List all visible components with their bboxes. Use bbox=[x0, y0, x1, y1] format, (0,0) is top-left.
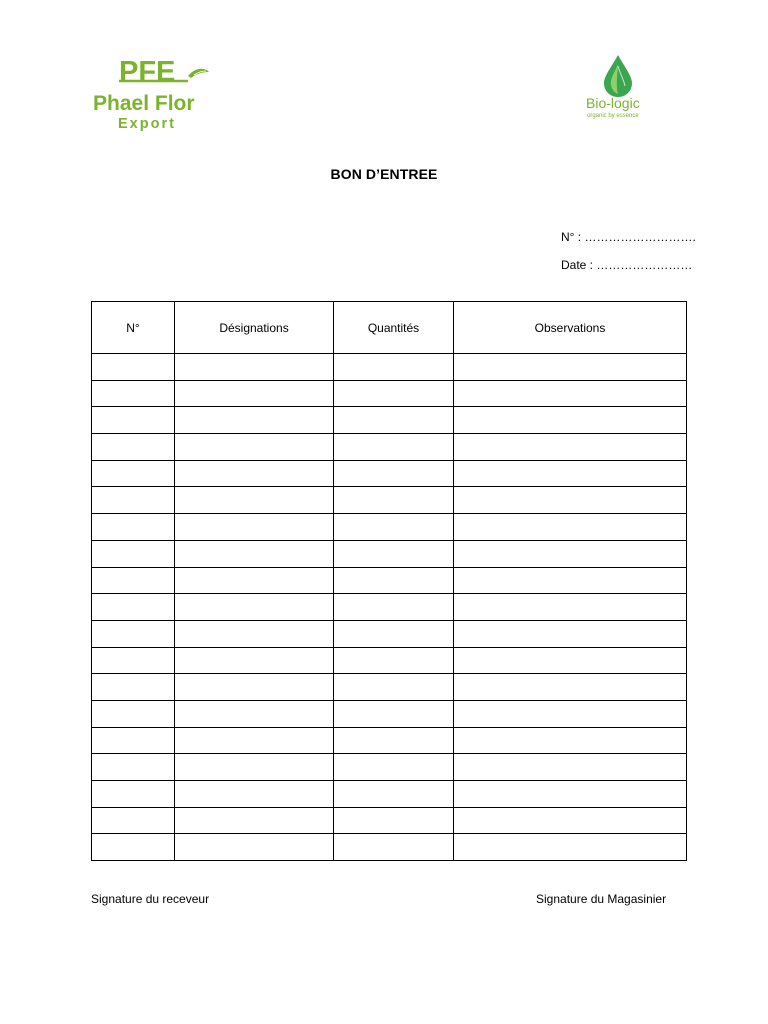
table-cell-observation[interactable] bbox=[454, 540, 687, 567]
table-cell-observation[interactable] bbox=[454, 647, 687, 674]
logo-name-line2: Export bbox=[118, 116, 176, 132]
table-row bbox=[92, 807, 687, 834]
receiver-signature-label: Signature du receveur bbox=[91, 892, 210, 906]
table-row bbox=[92, 674, 687, 701]
table-body bbox=[92, 354, 687, 861]
table-cell-designation[interactable] bbox=[175, 807, 334, 834]
table-row bbox=[92, 727, 687, 754]
table-cell-quantity[interactable] bbox=[334, 620, 454, 647]
table-cell-quantity[interactable] bbox=[334, 781, 454, 808]
table-cell-quantity[interactable] bbox=[334, 380, 454, 407]
table-cell-number[interactable] bbox=[92, 540, 175, 567]
table-cell-number[interactable] bbox=[92, 354, 175, 381]
bio-logic-logo-graphic bbox=[582, 50, 668, 126]
table-cell-quantity[interactable] bbox=[334, 807, 454, 834]
table-cell-quantity[interactable] bbox=[334, 674, 454, 701]
table-cell-quantity[interactable] bbox=[334, 834, 454, 861]
table-cell-observation[interactable] bbox=[454, 594, 687, 621]
table-cell-designation[interactable] bbox=[175, 647, 334, 674]
table-cell-designation[interactable] bbox=[175, 434, 334, 461]
table-row bbox=[92, 754, 687, 781]
table-cell-observation[interactable] bbox=[454, 460, 687, 487]
logo-name-line1: Phael Flor bbox=[93, 92, 195, 115]
table-cell-number[interactable] bbox=[92, 487, 175, 514]
document-number-field: N° : ………………………. bbox=[561, 230, 696, 244]
bio-logic-name: Bio-logic bbox=[586, 95, 640, 111]
table-cell-number[interactable] bbox=[92, 407, 175, 434]
table-cell-designation[interactable] bbox=[175, 514, 334, 541]
table-cell-observation[interactable] bbox=[454, 700, 687, 727]
table-cell-designation[interactable] bbox=[175, 781, 334, 808]
table-row bbox=[92, 567, 687, 594]
table-cell-observation[interactable] bbox=[454, 514, 687, 541]
table-cell-observation[interactable] bbox=[454, 807, 687, 834]
bio-logic-tagline: organic by essence bbox=[587, 113, 639, 119]
table-row bbox=[92, 620, 687, 647]
table-cell-quantity[interactable] bbox=[334, 754, 454, 781]
table-cell-number[interactable] bbox=[92, 781, 175, 808]
table-row bbox=[92, 514, 687, 541]
table-cell-number[interactable] bbox=[92, 700, 175, 727]
table-cell-quantity[interactable] bbox=[334, 700, 454, 727]
table-cell-number[interactable] bbox=[92, 754, 175, 781]
bio-logic-logo bbox=[582, 50, 668, 126]
table-row bbox=[92, 594, 687, 621]
table-cell-number[interactable] bbox=[92, 834, 175, 861]
table-cell-observation[interactable] bbox=[454, 567, 687, 594]
table-cell-quantity[interactable] bbox=[334, 460, 454, 487]
table-cell-observation[interactable] bbox=[454, 754, 687, 781]
table-cell-designation[interactable] bbox=[175, 354, 334, 381]
table-cell-number[interactable] bbox=[92, 674, 175, 701]
table-row bbox=[92, 354, 687, 381]
table-cell-observation[interactable] bbox=[454, 727, 687, 754]
table-cell-quantity[interactable] bbox=[334, 727, 454, 754]
table-cell-number[interactable] bbox=[92, 514, 175, 541]
table-cell-observation[interactable] bbox=[454, 674, 687, 701]
table-cell-designation[interactable] bbox=[175, 380, 334, 407]
table-cell-observation[interactable] bbox=[454, 434, 687, 461]
column-header-quantities: Quantités bbox=[334, 302, 454, 354]
table-cell-observation[interactable] bbox=[454, 380, 687, 407]
table-row bbox=[92, 647, 687, 674]
table-cell-number[interactable] bbox=[92, 460, 175, 487]
column-header-observations: Observations bbox=[454, 302, 687, 354]
table-cell-number[interactable] bbox=[92, 594, 175, 621]
table-cell-quantity[interactable] bbox=[334, 647, 454, 674]
table-row bbox=[92, 487, 687, 514]
table-row bbox=[92, 407, 687, 434]
table-cell-designation[interactable] bbox=[175, 834, 334, 861]
table-cell-number[interactable] bbox=[92, 434, 175, 461]
table-cell-number[interactable] bbox=[92, 727, 175, 754]
leaf-icon bbox=[188, 69, 209, 78]
table-cell-designation[interactable] bbox=[175, 407, 334, 434]
pfe-initials: PFE bbox=[119, 56, 176, 88]
phael-flor-export-logo bbox=[92, 54, 216, 132]
table-row bbox=[92, 460, 687, 487]
table-cell-number[interactable] bbox=[92, 647, 175, 674]
table-cell-quantity[interactable] bbox=[334, 567, 454, 594]
table-cell-number[interactable] bbox=[92, 620, 175, 647]
document-date-field: Date : …………………… bbox=[561, 258, 693, 272]
table-cell-number[interactable] bbox=[92, 567, 175, 594]
table-row bbox=[92, 700, 687, 727]
column-header-designations: Désignations bbox=[175, 302, 334, 354]
table-row bbox=[92, 434, 687, 461]
table-cell-quantity[interactable] bbox=[334, 594, 454, 621]
table-cell-designation[interactable] bbox=[175, 620, 334, 647]
table-cell-designation[interactable] bbox=[175, 567, 334, 594]
table-cell-observation[interactable] bbox=[454, 781, 687, 808]
storekeeper-signature-label: Signature du Magasinier bbox=[536, 892, 667, 906]
table-cell-observation[interactable] bbox=[454, 487, 687, 514]
pfe-logo-graphic bbox=[92, 54, 216, 132]
table-cell-number[interactable] bbox=[92, 380, 175, 407]
table-cell-designation[interactable] bbox=[175, 754, 334, 781]
table-cell-designation[interactable] bbox=[175, 460, 334, 487]
table-cell-observation[interactable] bbox=[454, 354, 687, 381]
table-cell-quantity[interactable] bbox=[334, 434, 454, 461]
table-cell-quantity[interactable] bbox=[334, 354, 454, 381]
column-header-number: N° bbox=[92, 302, 175, 354]
table-cell-number[interactable] bbox=[92, 807, 175, 834]
document-title: BON D’ENTREE bbox=[330, 166, 438, 182]
table-header-row bbox=[92, 302, 687, 354]
table-cell-quantity[interactable] bbox=[334, 407, 454, 434]
table-row bbox=[92, 834, 687, 861]
table-cell-quantity[interactable] bbox=[334, 487, 454, 514]
table-row bbox=[92, 781, 687, 808]
entries-table bbox=[91, 301, 687, 861]
table-cell-designation[interactable] bbox=[175, 487, 334, 514]
table-cell-designation[interactable] bbox=[175, 594, 334, 621]
table-cell-designation[interactable] bbox=[175, 674, 334, 701]
table-cell-quantity[interactable] bbox=[334, 514, 454, 541]
table-cell-quantity[interactable] bbox=[334, 540, 454, 567]
table-cell-observation[interactable] bbox=[454, 620, 687, 647]
table-cell-observation[interactable] bbox=[454, 407, 687, 434]
table-cell-designation[interactable] bbox=[175, 727, 334, 754]
table-cell-designation[interactable] bbox=[175, 700, 334, 727]
water-drop-icon bbox=[604, 55, 632, 97]
table-row bbox=[92, 380, 687, 407]
table-cell-observation[interactable] bbox=[454, 834, 687, 861]
table-row bbox=[92, 540, 687, 567]
table-cell-designation[interactable] bbox=[175, 540, 334, 567]
